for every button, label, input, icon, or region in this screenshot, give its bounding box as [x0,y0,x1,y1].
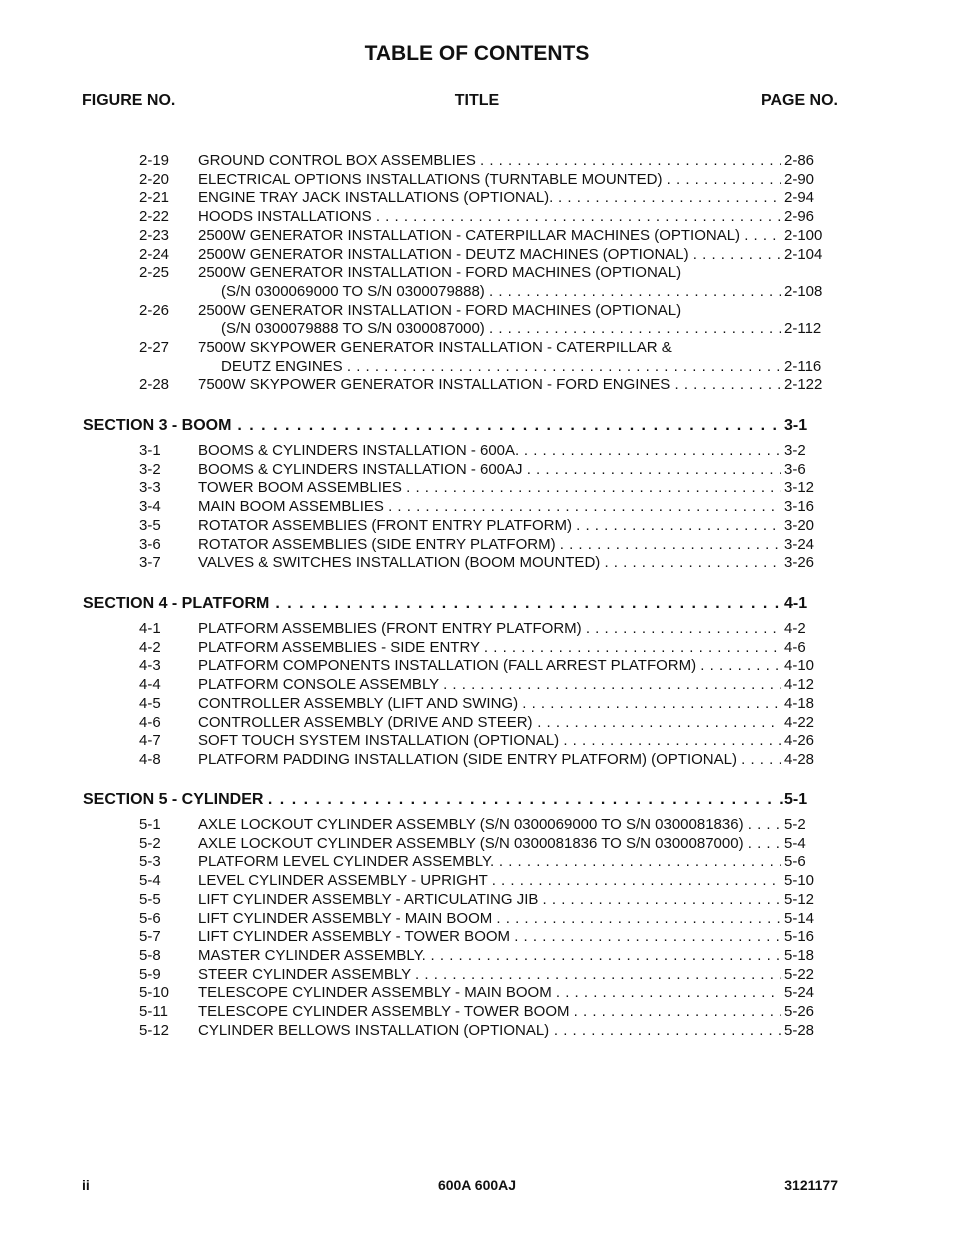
figure-number: 4-4 [139,676,161,694]
toc-entry[interactable] [0,732,954,750]
entry-title [198,966,781,984]
toc-entry[interactable] [0,891,954,909]
figure-number: 2-21 [139,189,170,207]
entry-title [198,152,781,170]
entry-title-text: CONTROLLER ASSEMBLY (DRIVE AND STEER) . . . [198,714,781,731]
entry-title-text: CYLINDER BELLOWS INSTALLATION (OPTIONAL) . . . [198,1022,781,1039]
entry-title [198,947,781,965]
section-label [83,416,783,436]
page-number: 4-12 [784,676,815,694]
figure-number: 5-1 [139,816,161,833]
figure-number: 3-7 [139,554,161,572]
entry-title-text: AXLE LOCKOUT CYLINDER ASSEMBLY (S/N 0300081836 TO S/N 0300087000) . . . [198,835,781,852]
toc-entry[interactable] [0,376,954,394]
entry-title [198,714,781,732]
toc-entry[interactable] [0,152,954,170]
entry-title [198,554,781,572]
figure-number: 2-23 [139,226,170,244]
section-page: 5-1 [784,791,808,808]
entry-title [198,676,781,694]
entry-title-text: TOWER BOOM ASSEMBLIES . . . [198,479,781,496]
toc-entry[interactable] [0,1022,954,1040]
entry-title [198,695,781,713]
figure-number: 2-20 [139,170,170,188]
toc-entry[interactable] [0,302,954,320]
toc-entry[interactable] [0,171,954,189]
figure-number: 3-5 [139,516,161,534]
entry-title-text: PLATFORM ASSEMBLIES - SIDE ENTRY . . . [198,639,781,656]
toc-entry[interactable] [0,853,954,871]
figure-number: 5-12 [139,1021,170,1039]
toc-entry[interactable] [0,264,954,282]
figure-number: 5-5 [139,890,161,908]
page-number: 5-26 [784,1003,815,1020]
entry-title-text: DEUTZ ENGINES . . . [221,358,781,375]
figure-number: 5-9 [139,965,161,983]
figure-number: 2-22 [139,208,170,226]
toc-entry[interactable] [0,928,954,946]
entry-title-text: MAIN BOOM ASSEMBLIES . . . [198,498,781,515]
page-number: 2-94 [784,189,815,207]
section-heading[interactable] [0,594,954,614]
page-number: 3-24 [784,535,815,553]
footer-page-number: ii [82,1177,90,1193]
toc-entry[interactable] [0,1003,954,1021]
page-number: 3-16 [784,498,815,516]
figure-number: 4-6 [139,713,161,731]
entry-title-text: MASTER CYLINDER ASSEMBLY. . . . [198,947,781,964]
entry-title-text: PLATFORM PADDING INSTALLATION (SIDE ENTRY PLATFORM) (OPTIONAL) . . . [198,751,781,768]
figure-number: 5-3 [139,853,161,871]
section-label [83,594,783,614]
page-number: 5-4 [784,834,806,852]
figure-number: 3-2 [139,460,161,478]
page-number: 4-22 [784,713,815,731]
toc-entry[interactable] [0,984,954,1002]
entry-title-text: LIFT CYLINDER ASSEMBLY - ARTICULATING JIB . . . [198,891,781,908]
entry-title [198,189,781,207]
toc-entry[interactable] [0,657,954,675]
entry-title [198,498,781,516]
toc-entry[interactable] [0,835,954,853]
toc-entry[interactable] [0,246,954,264]
page-number: 5-14 [784,909,815,927]
entry-title-text: TELESCOPE CYLINDER ASSEMBLY - MAIN BOOM . . . [198,984,781,1001]
entry-title-text: TELESCOPE CYLINDER ASSEMBLY - TOWER BOOM . . . [198,1003,781,1020]
page-number: 2-104 [784,245,823,263]
figure-number: 4-5 [139,694,161,712]
entry-title-text: STEER CYLINDER ASSEMBLY . . . [198,966,781,983]
figure-number: 5-11 [139,1003,168,1020]
toc-entry[interactable] [0,339,954,357]
footer-manual-number: 3121177 [784,1177,838,1193]
entry-title [198,928,781,946]
entry-title [198,835,781,853]
toc-entry[interactable] [0,872,954,890]
page-number: 2-122 [784,376,823,394]
section-heading[interactable] [0,416,954,436]
entry-title [198,639,781,657]
entry-title-text: CONTROLLER ASSEMBLY (LIFT AND SWING) . . . [198,695,781,712]
entry-title [198,910,781,928]
page-number: 5-10 [784,872,815,890]
page-number: 5-16 [784,928,815,946]
page-number: 3-20 [784,516,815,534]
toc-entry[interactable] [0,816,954,834]
entry-title-text: LIFT CYLINDER ASSEMBLY - TOWER BOOM . . . [198,928,781,945]
entry-title [198,339,781,357]
toc-entry[interactable] [0,910,954,928]
entry-title-text: (S/N 0300069000 TO S/N 0300079888) . . . [221,283,781,300]
entry-title [198,732,781,750]
entry-title-text: HOODS INSTALLATIONS . . . [198,208,781,225]
entry-title [198,620,781,638]
toc-entry[interactable] [0,358,954,376]
page-number: 5-6 [784,853,806,871]
toc-entry[interactable] [0,320,954,338]
toc-entry[interactable] [0,695,954,713]
page-number: 3-26 [784,554,815,572]
page-number: 5-12 [784,890,815,908]
entry-title-text: ROTATOR ASSEMBLIES (FRONT ENTRY PLATFORM) . . . [198,517,781,534]
page-number: 4-26 [784,732,815,750]
section-heading[interactable] [0,790,954,810]
page-number: 2-112 [784,320,822,338]
entry-title-text: SOFT TOUCH SYSTEM INSTALLATION (OPTIONAL) . . . [198,732,781,749]
entry-title [198,536,781,554]
entry-title-text: 7500W SKYPOWER GENERATOR INSTALLATION - FORD ENGINES . . . [198,376,781,393]
figure-number: 3-6 [139,535,161,553]
toc-entry[interactable] [0,751,954,769]
figure-number: 4-2 [139,638,161,656]
entry-title-text: LIFT CYLINDER ASSEMBLY - MAIN BOOM . . . [198,910,781,927]
figure-number: 2-24 [139,245,170,263]
section-page: 4-1 [784,595,808,612]
figure-number: 5-2 [139,834,161,852]
entry-title-text: 2500W GENERATOR INSTALLATION - DEUTZ MACHINES (OPTIONAL) . . . [198,246,781,263]
section-label [83,790,783,810]
toc-entry[interactable] [0,189,954,207]
figure-number: 5-4 [139,872,161,890]
figure-number: 5-7 [139,928,161,946]
entry-title-text: PLATFORM LEVEL CYLINDER ASSEMBLY. . . . [198,853,781,870]
entry-title [221,283,781,301]
page-number: 2-90 [784,170,815,188]
figure-number: 2-28 [139,376,170,394]
page-number: 5-22 [784,965,815,983]
figure-number: 5-6 [139,909,161,927]
entry-title-text: VALVES & SWITCHES INSTALLATION (BOOM MOUNTED) . . . [198,554,781,571]
page-number: 2-86 [784,152,815,169]
entry-title-text: GROUND CONTROL BOX ASSEMBLIES . . . [198,152,781,169]
figure-number: 5-8 [139,946,161,964]
entry-title [198,171,781,189]
entry-title [221,358,781,376]
entry-title [198,816,781,834]
entry-title [198,479,781,497]
entry-title-text: PLATFORM ASSEMBLIES (FRONT ENTRY PLATFORM) . . . [198,620,781,637]
figure-no-header: FIGURE NO. [82,92,176,109]
page-number: 5-24 [784,984,815,1002]
section-label-text: SECTION 5 - CYLINDER . . . [83,791,783,808]
entry-title [198,461,781,479]
figure-number: 4-1 [139,620,161,637]
entry-title [198,442,781,460]
entry-title-text: (S/N 0300079888 TO S/N 0300087000) . . . [221,320,781,337]
page-number: 5-18 [784,946,815,964]
page-number: 2-100 [784,226,823,244]
figure-number: 2-19 [139,152,170,169]
entry-title-text: PLATFORM CONSOLE ASSEMBLY . . . [198,676,781,693]
toc-entry[interactable] [0,461,954,479]
figure-number: 4-7 [139,732,161,750]
toc-entry[interactable] [0,517,954,535]
toc-entry[interactable] [0,966,954,984]
toc-entry[interactable] [0,479,954,497]
entry-title [198,376,781,394]
entry-title [198,1003,781,1021]
entry-title [198,264,781,282]
entry-title [198,1022,781,1040]
entry-title-text: 2500W GENERATOR INSTALLATION - FORD MACHINES (OPTIONAL) [198,301,682,319]
figure-number: 2-27 [139,339,170,356]
figure-number: 4-3 [139,657,161,675]
entry-title [198,227,781,245]
entry-title [198,246,781,264]
page-number: 4-18 [784,694,815,712]
entry-title-text: BOOMS & CYLINDERS INSTALLATION - 600A. . . . [198,442,781,459]
entry-title [198,872,781,890]
page-number: 3-6 [784,460,806,478]
figure-number: 3-4 [139,498,161,516]
entry-title [198,517,781,535]
figure-number: 2-25 [139,264,170,282]
page-number: 4-6 [784,638,806,656]
entry-title-text: 7500W SKYPOWER GENERATOR INSTALLATION - CATERPILLAR & [198,339,672,356]
page-number: 5-28 [784,1021,815,1039]
entry-title-text: 2500W GENERATOR INSTALLATION - FORD MACHINES (OPTIONAL) [198,264,682,282]
page-title: TABLE OF CONTENTS [364,42,590,65]
entry-title [198,891,781,909]
figure-number: 5-10 [139,984,170,1002]
page-number: 3-2 [784,442,806,459]
toc-entry[interactable] [0,498,954,516]
figure-number: 4-8 [139,750,161,768]
page-number: 4-2 [784,620,806,637]
figure-number: 2-26 [139,301,170,319]
entry-title [198,302,781,320]
toc-entry[interactable] [0,639,954,657]
footer-model: 600A 600AJ [437,1177,517,1193]
section-page: 3-1 [784,417,808,434]
entry-title-text: PLATFORM COMPONENTS INSTALLATION (FALL ARREST PLATFORM) . . . [198,657,781,674]
entry-title-text: ENGINE TRAY JACK INSTALLATIONS (OPTIONAL). . . . [198,189,781,206]
entry-title [221,320,781,338]
toc-entry[interactable] [0,620,954,638]
page-number: 2-108 [784,282,823,300]
entry-title-text: ROTATOR ASSEMBLIES (SIDE ENTRY PLATFORM) . . . [198,536,781,553]
figure-number: 3-1 [139,442,161,459]
page-number: 2-96 [784,208,815,226]
page-number: 3-12 [784,479,815,497]
entry-title-text: LEVEL CYLINDER ASSEMBLY - UPRIGHT . . . [198,872,781,889]
page-number: 4-28 [784,750,815,768]
figure-number: 3-3 [139,479,161,497]
toc-entry[interactable] [0,714,954,732]
page-no-header: PAGE NO. [760,92,838,109]
entry-title [198,751,781,769]
entry-title-text: AXLE LOCKOUT CYLINDER ASSEMBLY (S/N 0300069000 TO S/N 0300081836) . . . [198,816,781,833]
entry-title [198,853,781,871]
entry-title [198,984,781,1002]
toc-entry[interactable] [0,283,954,301]
section-label-text: SECTION 3 - BOOM . . . [83,417,783,434]
page-number: 5-2 [784,816,806,833]
entry-title-text: ELECTRICAL OPTIONS INSTALLATIONS (TURNTABLE MOUNTED) . . . [198,171,781,188]
section-label-text: SECTION 4 - PLATFORM . . . [83,595,783,612]
entry-title [198,208,781,226]
toc-entry[interactable] [0,208,954,226]
toc-entry[interactable] [0,442,954,460]
entry-title-text: 2500W GENERATOR INSTALLATION - CATERPILLAR MACHINES (OPTIONAL) . . . [198,227,781,244]
page-number: 2-116 [784,357,822,375]
title-header: TITLE [454,92,500,109]
toc-entry[interactable] [0,676,954,694]
toc-entry[interactable] [0,947,954,965]
page-number: 4-10 [784,657,815,675]
toc-entry[interactable] [0,554,954,572]
entry-title [198,657,781,675]
toc-entry[interactable] [0,536,954,554]
toc-entry[interactable] [0,227,954,245]
entry-title-text: BOOMS & CYLINDERS INSTALLATION - 600AJ . . . [198,461,781,478]
